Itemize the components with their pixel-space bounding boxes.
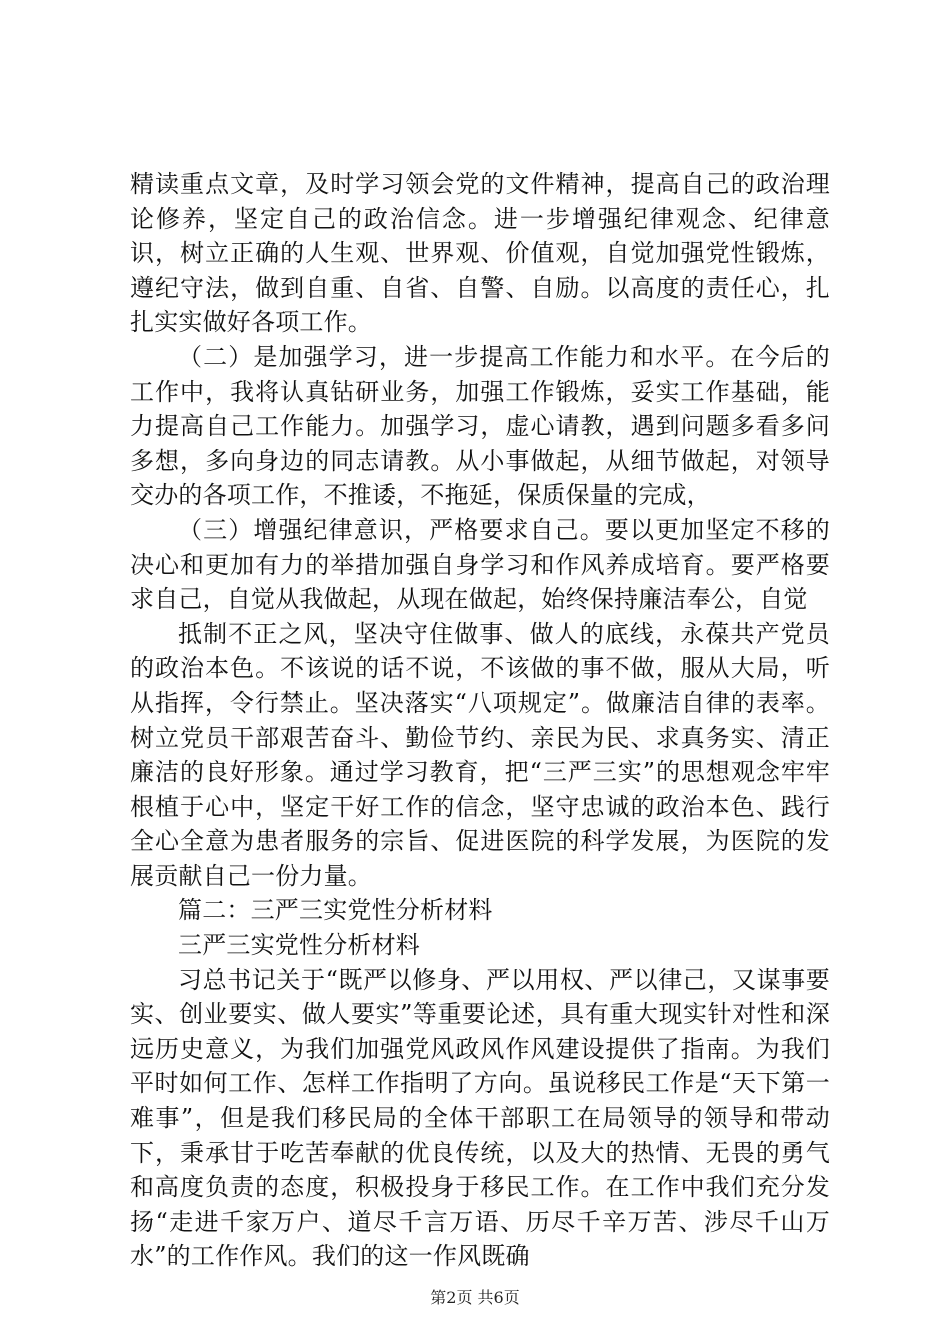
section-title: 三严三实党性分析材料 [178,931,420,960]
section-heading: 篇二：三严三实党性分析材料 [178,896,493,925]
paragraph-2: （二）是加强学习，进一步提高工作能力和水平。在今后的工作中，我将认真钻研业务，加强工作锻炼，妥实工作基础，能力提高自己工作能力。加强学习，虚心请教，遇到问题多看多问多想，多向身边的同志请教。从小事做起，从细节做起，对领导交办的各项工作，不推诿，不拖延，保质保量的完成， [130,342,830,510]
paragraph-4: 抵制不正之风，坚决守住做事、做人的底线，永葆共产党员的政治本色。不该说的话不说，不该做的事不做，服从大局，听从指挥，令行禁止。坚决落实“八项规定”。做廉洁自律的表率。树立党员干部艰苦奋斗、勤俭节约、亲民为民、求真务实、清正廉洁的良好形象。通过学习教育，把“三严三实”的思想观念牢牢根植于心中，坚定干好工作的信念，坚守忠诚的政治本色、践行全心全意为患者服务的宗旨、促进医院的科学发展，为医院的发展贡献自己一份力量。 [130,619,830,890]
paragraph-5: 习总书记关于“既严以修身、严以用权、严以律己，又谋事要实、创业要实、做人要实”等重要论述，具有重大现实针对性和深远历史意义，为我们加强党风政风作风建设提供了指南。为我们平时如何工作、怎样工作指明了方向。虽说移民工作是“天下第一难事”，但是我们移民局的全体干部职工在局领导的领导和带动下，秉承甘于吃苦奉献的优良传统，以及大的热情、无畏的勇气和高度负责的态度，积极投身于移民工作。在工作中我们充分发扬“走进千家万户、道尽千言万语、历尽千辛万苦、涉尽千山万水”的工作作风。我们的这一作风既确 [130,965,830,1271]
paragraph-3: （三）增强纪律意识，严格要求自己。要以更加坚定不移的决心和更加有力的举措加强自身学习和作风养成培育。要严格要求自己，自觉从我做起，从现在做起，始终保持廉洁奉公，自觉 [130,515,830,614]
document-body [130,167,830,1274]
page-footer: 第2页 共6页 [430,1288,520,1307]
paragraph-1: 精读重点文章，及时学习领会党的文件精神，提高自己的政治理论修养，坚定自己的政治信念。进一步增强纪律观念、纪律意识，树立正确的人生观、世界观、价值观，自觉加强党性锻炼，遵纪守法，做到自重、自省、自警、自励。以高度的责任心，扎扎实实做好各项工作。 [130,170,830,337]
